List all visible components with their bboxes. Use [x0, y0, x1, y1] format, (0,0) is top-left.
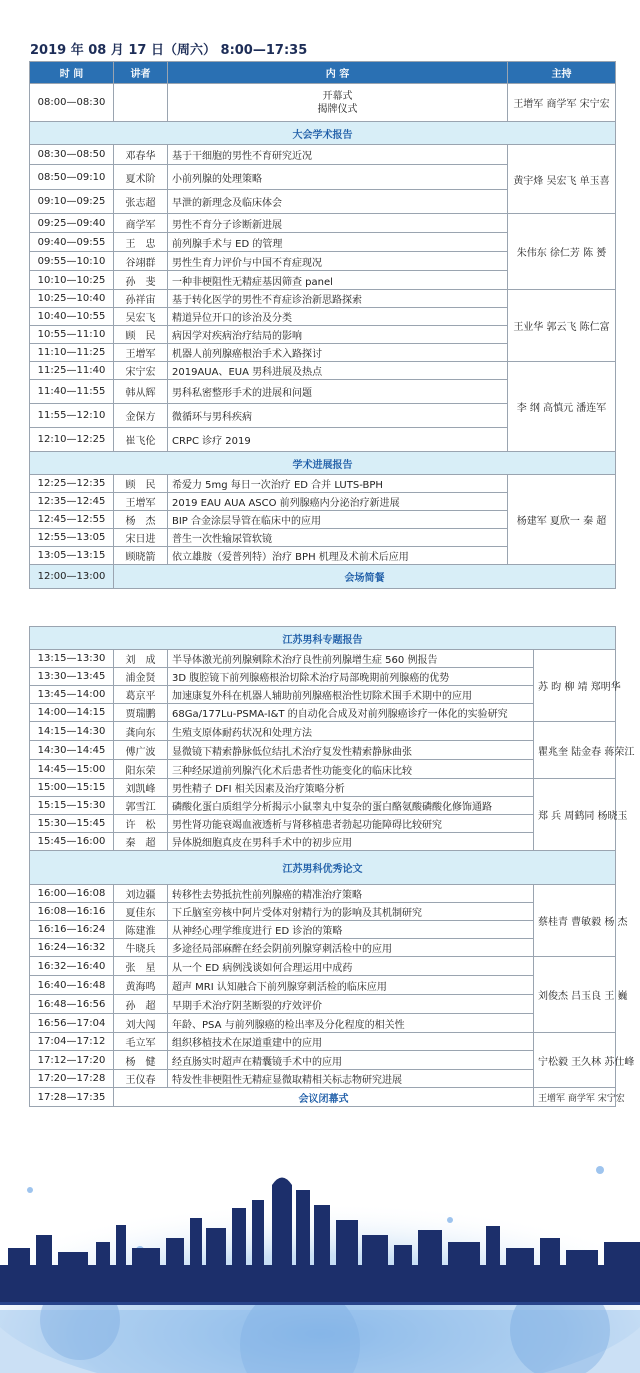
row-speaker: 张 星	[114, 957, 168, 976]
row-topic: 男科私密整形手术的进展和问题	[168, 380, 508, 404]
chair-cell: 宁松毅 王久林 苏仕峰	[534, 1033, 616, 1088]
row-speaker: 葛京平	[114, 686, 168, 704]
chair-cell: 郑 兵 周鹤同 杨晓玉	[534, 779, 616, 851]
row-speaker: 孙祥宙	[114, 290, 168, 308]
row-time: 16:16—16:24	[30, 921, 114, 939]
section-title: 江苏男科专题报告	[30, 627, 616, 650]
row-speaker: 崔飞伦	[114, 428, 168, 452]
opening-line2: 揭牌仪式	[317, 103, 358, 115]
row-topic: 半导体激光前列腺剜除术治疗良性前列腺增生症 560 例报告	[168, 650, 534, 668]
row-time: 09:25—09:40	[30, 214, 114, 233]
row-time: 14:15—14:30	[30, 722, 114, 741]
row-topic: 3D 腹腔镜下前列腺癌根治切除术治疗局部晚期前列腺癌的优势	[168, 668, 534, 686]
row-topic: BIP 合金涂层导管在临床中的应用	[168, 511, 508, 529]
row-time: 15:45—16:00	[30, 833, 114, 851]
table-row	[30, 797, 616, 815]
table-row	[30, 957, 616, 976]
row-time: 10:25—10:40	[30, 290, 114, 308]
table-row	[30, 668, 616, 686]
closing-label: 会议闭幕式	[114, 1088, 534, 1107]
schedule-table-morning	[29, 61, 616, 589]
row-time: 11:25—11:40	[30, 362, 114, 380]
row-topic: 2019 EAU AUA ASCO 前列腺癌内分泌治疗新进展	[168, 493, 508, 511]
row-time: 12:35—12:45	[30, 493, 114, 511]
row-time: 13:45—14:00	[30, 686, 114, 704]
chair-cell: 苏 昀 柳 靖 郑明华	[534, 650, 616, 722]
chair-cell: 黄宇烽 吴宏飞 单玉喜	[508, 145, 616, 214]
row-speaker: 孙 斐	[114, 271, 168, 290]
row-time: 12:45—12:55	[30, 511, 114, 529]
row-topic: 病因学对疾病治疗结局的影响	[168, 326, 508, 344]
row-topic: 精道异位开口的诊治及分类	[168, 308, 508, 326]
row-time: 13:30—13:45	[30, 668, 114, 686]
row-topic: 早期手术治疗阴茎断裂的疗效评价	[168, 995, 534, 1014]
lunch-label: 会场简餐	[114, 565, 616, 589]
chair-cell: 瞿兆奎 陆金春 蒋荣江	[534, 722, 616, 779]
header-speaker: 讲者	[114, 62, 168, 84]
row-speaker: 夏佳东	[114, 903, 168, 921]
closing-chair: 王增军 商学军 宋宁宏	[534, 1088, 616, 1107]
row-time: 15:15—15:30	[30, 797, 114, 815]
row-time: 14:30—14:45	[30, 741, 114, 760]
row-time: 13:05—13:15	[30, 547, 114, 565]
table-row	[30, 741, 616, 760]
row-time: 16:48—16:56	[30, 995, 114, 1014]
chair-cell: 李 纲 高慎元 潘连军	[508, 362, 616, 452]
row-speaker: 顾 民	[114, 326, 168, 344]
date-title: 2019 年 08 月 17 日（周六） 8:00—17:35	[30, 43, 308, 58]
row-speaker: 杨 健	[114, 1051, 168, 1070]
table-row	[30, 760, 616, 779]
row-time: 11:55—12:10	[30, 404, 114, 428]
chair-cell: 蔡桂青 曹敏毅 杨 杰	[534, 885, 616, 957]
section-header-row	[30, 452, 616, 475]
row-topic: 68Ga/177Lu-PSMA-I&T 的自动化合成及对前列腺癌诊疗一体化的实验研究	[168, 704, 534, 722]
row-topic: 2019AUA、EUA 男科进展及热点	[168, 362, 508, 380]
row-time: 09:40—09:55	[30, 233, 114, 252]
row-speaker: 秦 超	[114, 833, 168, 851]
row-topic: 多途径局部麻醉在经会阴前列腺穿刺活检中的应用	[168, 939, 534, 957]
row-topic: CRPC 诊疗 2019	[168, 428, 508, 452]
row-topic: 微循环与男科疾病	[168, 404, 508, 428]
row-speaker: 谷翊群	[114, 252, 168, 271]
table-row	[30, 779, 616, 797]
row-speaker: 贾瑞鹏	[114, 704, 168, 722]
row-time: 12:10—12:25	[30, 428, 114, 452]
row-topic: 特发性非梗阻性无精症显微取精相关标志物研究进展	[168, 1070, 534, 1088]
row-time: 17:12—17:20	[30, 1051, 114, 1070]
row-topic: 普生一次性输尿管软镜	[168, 529, 508, 547]
row-topic: 男性肾功能衰竭血液透析与肾移植患者勃起功能障碍比较研究	[168, 815, 534, 833]
row-time: 14:45—15:00	[30, 760, 114, 779]
row-time: 13:15—13:30	[30, 650, 114, 668]
lunch-time: 12:00—13:00	[30, 565, 114, 589]
row-speaker: 吴宏飞	[114, 308, 168, 326]
table-row	[30, 1033, 616, 1051]
row-speaker: 傅广波	[114, 741, 168, 760]
row-topic: 异体脱细胞真皮在男科手术中的初步应用	[168, 833, 534, 851]
row-time: 10:55—11:10	[30, 326, 114, 344]
table-row	[30, 362, 616, 380]
row-time: 16:00—16:08	[30, 885, 114, 903]
opening-time: 08:00—08:30	[30, 84, 114, 122]
table-row	[30, 939, 616, 957]
row-time: 14:00—14:15	[30, 704, 114, 722]
opening-speaker	[114, 84, 168, 122]
row-speaker: 杨 杰	[114, 511, 168, 529]
row-topic: 从一个 ED 病例浅谈如何合理运用中成药	[168, 957, 534, 976]
row-time: 12:25—12:35	[30, 475, 114, 493]
row-topic: 依立雄胺（爱普列特）治疗 BPH 机理及术前术后应用	[168, 547, 508, 565]
section-title: 大会学术报告	[30, 122, 616, 145]
row-time: 16:56—17:04	[30, 1014, 114, 1033]
header-chair: 主持	[508, 62, 616, 84]
row-time: 08:30—08:50	[30, 145, 114, 165]
row-time: 12:55—13:05	[30, 529, 114, 547]
chair-cell: 朱伟东 徐仁芳 陈 赟	[508, 214, 616, 290]
row-speaker: 金保方	[114, 404, 168, 428]
schedule-table-afternoon	[29, 626, 635, 1107]
table-row	[30, 686, 616, 704]
row-speaker: 宋日进	[114, 529, 168, 547]
row-topic: 显微镜下精索静脉低位结扎术治疗复发性精索静脉曲张	[168, 741, 534, 760]
row-speaker: 孙 超	[114, 995, 168, 1014]
table-header-row	[30, 62, 616, 84]
header-content: 内 容	[168, 62, 508, 84]
row-speaker: 陈建淮	[114, 921, 168, 939]
table-row	[30, 722, 616, 741]
row-topic: 基于干细胞的男性不育研究近况	[168, 145, 508, 165]
row-topic: 基于转化医学的男性不育症诊治新思路探索	[168, 290, 508, 308]
row-topic: 从神经心理学维度进行 ED 诊治的策略	[168, 921, 534, 939]
row-speaker: 毛立军	[114, 1033, 168, 1051]
row-speaker: 王 忠	[114, 233, 168, 252]
section-header-row	[30, 851, 616, 885]
row-topic: 超声 MRI 认知融合下前列腺穿刺活检的临床应用	[168, 976, 534, 995]
opening-content	[168, 84, 508, 122]
row-speaker: 夏术阶	[114, 165, 168, 190]
closing-time: 17:28—17:35	[30, 1088, 114, 1107]
row-speaker: 顾晓箭	[114, 547, 168, 565]
row-topic: 下丘脑室旁核中阿片受体对射精行为的影响及其机制研究	[168, 903, 534, 921]
row-time: 09:10—09:25	[30, 190, 114, 214]
city-skyline-illustration	[0, 1130, 640, 1373]
opening-line1: 开幕式	[322, 90, 353, 102]
row-speaker: 邓春华	[114, 145, 168, 165]
row-topic: 机器人前列腺癌根治手术入路探讨	[168, 344, 508, 362]
row-topic: 男性精子 DFI 相关因素及治疗策略分析	[168, 779, 534, 797]
row-speaker: 阳东荣	[114, 760, 168, 779]
row-topic: 男性生育力评价与中国不育症现况	[168, 252, 508, 271]
table-row	[30, 650, 616, 668]
row-time: 09:55—10:10	[30, 252, 114, 271]
row-time: 11:10—11:25	[30, 344, 114, 362]
table-row	[30, 995, 616, 1014]
row-speaker: 刘边疆	[114, 885, 168, 903]
row-speaker: 宋宁宏	[114, 362, 168, 380]
row-topic: 希爱力 5mg 每日一次治疗 ED 合并 LUTS-BPH	[168, 475, 508, 493]
row-topic: 加速康复外科在机器人辅助前列腺癌根治性切除术围手术期中的应用	[168, 686, 534, 704]
row-speaker: 王增军	[114, 344, 168, 362]
row-time: 16:40—16:48	[30, 976, 114, 995]
row-time: 16:08—16:16	[30, 903, 114, 921]
row-time: 10:10—10:25	[30, 271, 114, 290]
row-time: 16:24—16:32	[30, 939, 114, 957]
table-row	[30, 976, 616, 995]
section-header-row	[30, 627, 616, 650]
row-speaker: 王仪春	[114, 1070, 168, 1088]
row-topic: 小前列腺的处理策略	[168, 165, 508, 190]
row-topic: 男性不育分子诊断新进展	[168, 214, 508, 233]
row-speaker: 商学军	[114, 214, 168, 233]
row-speaker: 刘 成	[114, 650, 168, 668]
closing-row	[30, 1088, 616, 1107]
row-speaker: 刘大闯	[114, 1014, 168, 1033]
table-row	[30, 214, 616, 233]
opening-row	[30, 84, 616, 122]
table-row	[30, 1051, 616, 1070]
table-row	[30, 1014, 616, 1033]
table-row	[30, 145, 616, 165]
table-row	[30, 833, 616, 851]
row-speaker: 顾 民	[114, 475, 168, 493]
row-time: 17:04—17:12	[30, 1033, 114, 1051]
row-topic: 年龄、PSA 与前列腺癌的检出率及分化程度的相关性	[168, 1014, 534, 1033]
header-time: 时 间	[30, 62, 114, 84]
row-speaker: 郭雪江	[114, 797, 168, 815]
row-topic: 早泄的新理念及临床体会	[168, 190, 508, 214]
section-header-row	[30, 122, 616, 145]
table-row	[30, 815, 616, 833]
row-topic: 前列腺手术与 ED 的管理	[168, 233, 508, 252]
row-speaker: 许 松	[114, 815, 168, 833]
lunch-row	[30, 565, 616, 589]
table-row	[30, 903, 616, 921]
row-speaker: 刘凯峰	[114, 779, 168, 797]
opening-chair: 王增军 商学军 宋宁宏	[508, 84, 616, 122]
row-topic: 经直肠实时超声在精囊镜手术中的应用	[168, 1051, 534, 1070]
row-speaker: 张志超	[114, 190, 168, 214]
row-time: 08:50—09:10	[30, 165, 114, 190]
row-topic: 一种非梗阻性无精症基因筛查 panel	[168, 271, 508, 290]
table-row	[30, 921, 616, 939]
row-topic: 组织移植技术在尿道重建中的应用	[168, 1033, 534, 1051]
table-row	[30, 885, 616, 903]
row-speaker: 浦金贤	[114, 668, 168, 686]
row-topic: 磷酸化蛋白质组学分析揭示小鼠睾丸中复杂的蛋白酪氨酸磷酸化修饰通路	[168, 797, 534, 815]
row-topic: 三种经尿道前列腺汽化术后患者性功能变化的临床比较	[168, 760, 534, 779]
section-title: 学术进展报告	[30, 452, 616, 475]
chair-cell: 杨建军 夏欣一 秦 超	[508, 475, 616, 565]
table-row	[30, 475, 616, 493]
row-time: 16:32—16:40	[30, 957, 114, 976]
row-time: 17:20—17:28	[30, 1070, 114, 1088]
row-speaker: 牛晓兵	[114, 939, 168, 957]
chair-cell: 王业华 郭云飞 陈仁富	[508, 290, 616, 362]
chair-cell: 刘俊杰 吕玉良 王 巍	[534, 957, 616, 1033]
row-topic: 生殖支原体耐药状况和处理方法	[168, 722, 534, 741]
row-time: 11:40—11:55	[30, 380, 114, 404]
row-time: 15:00—15:15	[30, 779, 114, 797]
row-time: 15:30—15:45	[30, 815, 114, 833]
row-speaker: 龚向东	[114, 722, 168, 741]
row-speaker: 黄海鸣	[114, 976, 168, 995]
row-topic: 转移性去势抵抗性前列腺癌的精准治疗策略	[168, 885, 534, 903]
row-time: 10:40—10:55	[30, 308, 114, 326]
table-row	[30, 704, 616, 722]
row-speaker: 王增军	[114, 493, 168, 511]
row-speaker: 韩从辉	[114, 380, 168, 404]
table-row	[30, 290, 616, 308]
section-title: 江苏男科优秀论文	[30, 851, 616, 885]
table-row	[30, 1070, 616, 1088]
